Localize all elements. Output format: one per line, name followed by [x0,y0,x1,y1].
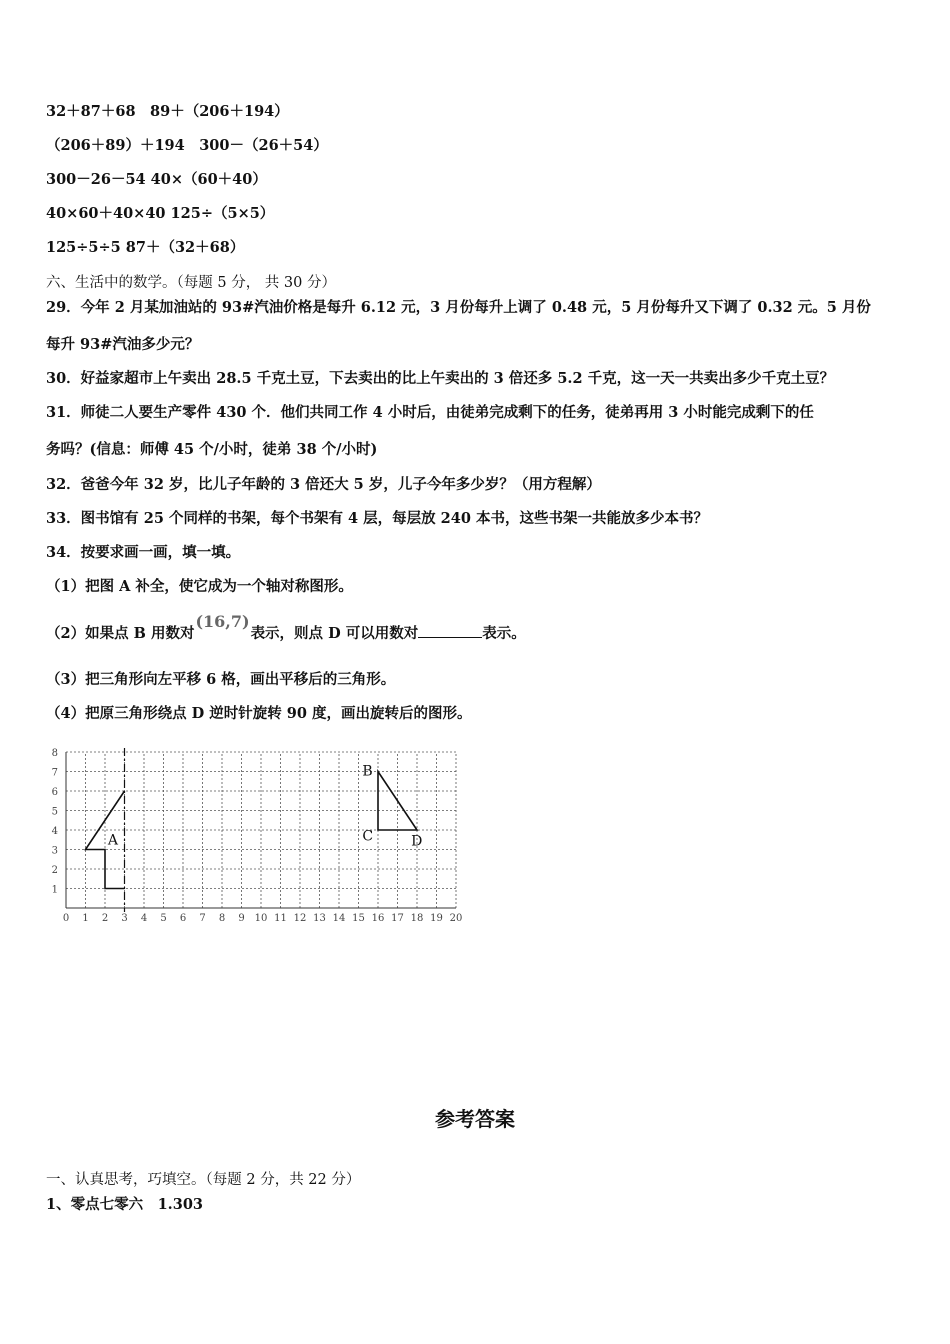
x-tick-label: 17 [391,913,404,924]
calc-line-4: 40×60＋40×40 125÷（5×5） [46,205,275,222]
x-tick-label: 19 [430,913,443,924]
y-tick-label: 4 [51,826,58,837]
calc-line-2: （206＋89）＋194 300－（26＋54） [46,137,328,154]
calc-line-3: 300－26－54 40×（60＋40） [46,171,267,188]
y-tick-label: 6 [51,787,58,798]
x-tick-label: 14 [332,913,346,924]
grid-point-labels [107,763,422,849]
x-tick-label: 5 [160,913,167,924]
x-tick-label: 2 [101,913,109,924]
q34-2-middle: 表示，则点 D 可以用数对 [250,625,419,642]
x-tick-label: 0 [62,913,70,924]
x-tick-label: 9 [238,913,245,924]
x-tick-label: 12 [293,913,307,924]
answer-1 [46,1195,203,1215]
x-tick-label: 8 [218,913,226,924]
y-tick-label: 8 [51,748,58,759]
y-tick-label: 7 [51,767,58,779]
answer-blank[interactable] [418,623,482,638]
question-29-line-1: 29．今年 2 月某加油站的 93#汽油价格是每升 6.12 元，3 月份每升上调了 0.48 元，5 月份每升又下调了 0.32 元。5 月份 [46,299,871,316]
q34-2-suffix: 表示。 [482,625,526,642]
x-tick-label: 16 [371,913,385,924]
question-34: 34．按要求画一画，填一填。 [46,544,241,561]
question-34-part-4: （4）把原三角形绕点 D 逆时针旋转 90 度，画出旋转后的图形。 [46,705,472,722]
point-d-label: D [411,833,423,850]
point-b-label: B [362,763,373,780]
x-tick-label: 3 [121,913,128,924]
x-tick-label: 20 [449,913,463,924]
question-29-line-2: 每升 93#汽油多少元？ [46,336,200,353]
y-tick-label: 2 [51,865,58,876]
x-tick-label: 18 [410,913,424,924]
question-31-line-1: 31．师徒二人要生产零件 430 个．他们共同工作 4 小时后，由徒弟完成剩下的任务，徒弟再用 3 小时能完成剩下的任 [46,404,814,421]
x-tick-label: 4 [140,913,148,924]
question-34-part-2 [46,612,526,644]
x-tick-label: 6 [179,913,187,924]
question-34-part-3: （3）把三角形向左平移 6 格，画出平移后的三角形。 [46,671,396,688]
figure-a-label: A [107,832,119,849]
q34-2-prefix: （2）如果点 B 用数对 [46,625,195,642]
y-tick-label: 3 [51,845,58,857]
x-tick-label: 1 [82,913,89,924]
calc-line-5: 125÷5÷5 87＋（32＋68） [46,239,245,256]
question-30: 30．好益家超市上午卖出 28.5 千克土豆，下去卖出的比上午卖出的 3 倍还多 5.2 千克，这一天一共卖出多少千克土豆？ [46,370,835,387]
x-tick-label: 15 [352,913,365,924]
question-32: 32．爸爸今年 32 岁，比儿子年龄的 3 倍还大 5 岁，儿子今年多少岁？（用方程解） [46,476,601,493]
calc-line-1: 32＋87＋68 89＋（206＋194） [46,103,289,120]
triangle-bcd [378,772,417,831]
question-31-line-2: 务吗？(信息：师傅 45 个/小时，徒弟 38 个/小时) [46,441,378,458]
x-tick-label: 13 [313,913,326,924]
coordinate-pair-b: (16,7) [195,612,250,631]
answer-section-one: 一、认真思考，巧填空。（每题 2 分，共 22 分） [46,1172,361,1188]
point-c-label: C [362,828,374,845]
answer-key-title: 参考答案 [435,1107,515,1131]
question-33: 33．图书馆有 25 个同样的书架，每个书架有 4 层，每层放 240 本书，这些书架一共能放多少本书？ [46,510,708,527]
x-tick-label: 7 [199,913,206,924]
x-tick-label: 11 [274,913,287,924]
y-tick-label: 5 [51,806,58,818]
section-six-heading: 六、生活中的数学。（每题 5 分， 共 30 分） [46,275,336,291]
y-tick-label: 1 [51,884,58,896]
answer-1-text: 1、零点七零六 1.303 [46,1196,203,1213]
question-34-part-1: （1）把图 A 补全，使它成为一个轴对称图形。 [46,578,353,595]
x-tick-label: 10 [254,913,268,924]
coordinate-grid [44,742,464,927]
